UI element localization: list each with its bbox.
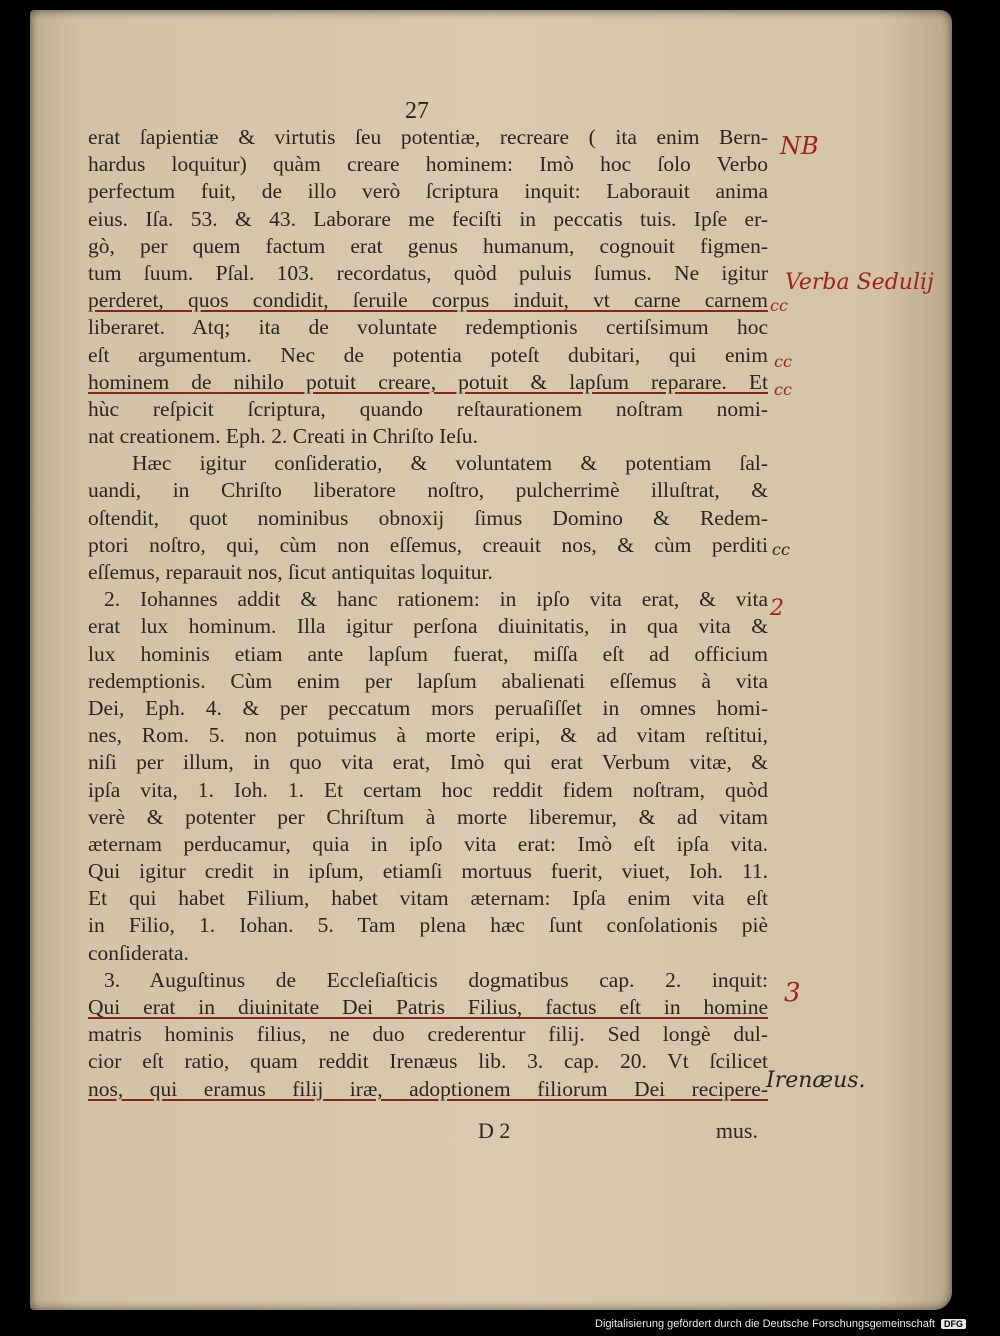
margin-note-nb: NB	[780, 132, 819, 160]
text-line: Dei, Eph. 4. & per peccatum mors peruaſiſſet in omnes homi-	[88, 695, 768, 720]
text-line: hardus loquitur) quàm creare hominem: Imò hoc ſolo Verbo	[88, 152, 768, 177]
text-line: perderet, quos condidit, ſeruile corpus induit, vt carne carnem	[88, 288, 768, 313]
margin-number-3: 3	[784, 978, 801, 1008]
text-line: ipſa vita, 1. Ioh. 1. Et certam hoc reddit fidem noſtram, quòd	[88, 777, 768, 802]
page-number: 27	[405, 98, 429, 124]
margin-mark: cc	[770, 296, 788, 315]
text-line: in Filio, 1. Iohan. 5. Tam plena hæc ſunt conſolationis piè	[88, 913, 768, 938]
credit-text: Digitalisierung gefördert durch die Deutsche Forschungsgemeinschaft	[595, 1318, 935, 1330]
text-line: eſſemus, reparauit nos, ſicut antiquitas loquitur.	[88, 560, 493, 584]
text-line: 2. Iohannes addit & hanc rationem: in ipſo vita erat, & vita	[104, 587, 768, 612]
text-line: nat creationem. Eph. 2. Creati in Chriſto Ieſu.	[88, 424, 478, 449]
text-line: nos, qui eramus filij iræ, adoptionem filiorum Dei recipere-	[88, 1076, 768, 1101]
text-line: eſt argumentum. Nec de potentia poteſt dubitari, qui enim	[88, 342, 768, 367]
digitization-credit	[595, 1318, 966, 1330]
dfg-logo: DFG	[941, 1319, 966, 1329]
text-line: æternam perducamur, quia in ipſo vita erat: Imò eſt ipſa vita.	[88, 831, 768, 856]
text-line: gò, per quem factum erat genus humanum, cognouit figmen-	[88, 233, 768, 258]
text-line: 3. Auguſtinus de Eccleſiaſticis dogmatibus cap. 2. inquit:	[104, 967, 768, 992]
text-line: lux hominis etiam ante lapſum fuerat, miſſa eſt ad officium	[88, 641, 768, 666]
text-line: Hæc igitur conſideratio, & voluntatem & potentiam ſal-	[132, 451, 768, 476]
text-line: liberaret. Atq; ita de voluntate redemptionis certiſsimum hoc	[88, 315, 768, 340]
text-line: nes, Rom. 5. non potuimus à morte eripi, & ad vitam reſtitui,	[88, 723, 768, 748]
text-line: erat lux hominum. Illa igitur perſona diuinitatis, in qua vita &	[88, 614, 768, 639]
text-line: tum ſuum. Pſal. 103. recordatus, quòd puluis ſumus. Ne igitur	[88, 260, 768, 285]
text-line: cior eſt ratio, quam reddit Irenæus lib. 3. cap. 20. Vt ſcilicet	[88, 1049, 768, 1074]
text-line: eius. Iſa. 53. & 43. Laborare me feciſti in peccatis tuis. Ipſe er-	[88, 206, 768, 231]
text-line: Qui erat in diuinitate Dei Patris Filius, factus eſt in homine	[88, 995, 768, 1019]
text-line: matris hominis filius, ne duo crederentur filij. Sed longè dul-	[88, 1022, 768, 1047]
margin-mark: cc	[772, 540, 790, 559]
text-line: Qui igitur credit in ipſum, etiamſi mortuus fuerit, viuet, Ioh. 11.	[88, 859, 768, 884]
margin-note-irenaeus: Irenæus.	[766, 1068, 866, 1093]
margin-mark: cc	[774, 352, 792, 371]
text-line: ptori noſtro, qui, cùm non eſſemus, creauit nos, & cùm perditi	[88, 532, 768, 557]
margin-mark: cc	[774, 380, 792, 399]
text-line: erat ſapientiæ & virtutis ſeu potentiæ, recreare ( ita enim Bern-	[88, 125, 768, 149]
text-line: Et qui habet Filium, habet vitam æternam: Ipſa enim vita eſt	[88, 886, 768, 911]
text-line: uandi, in Chriſto liberatore noſtro, pulcherrimè illuſtrat, &	[88, 478, 768, 503]
text-line: hominem de nihilo potuit creare, potuit & lapſum reparare. Et	[88, 369, 768, 394]
text-line: perfectum fuit, de illo verò ſcriptura inquit: Laborauit anima	[88, 179, 768, 204]
margin-note-verba-sedulij: Verba Sedulij	[785, 270, 934, 295]
text-line: conſiderata.	[88, 940, 189, 965]
body-text	[88, 124, 768, 1103]
text-line: verè & potenter per Chriſtum à morte liberemur, & ad vitam	[88, 804, 768, 829]
margin-number-2: 2	[770, 596, 784, 621]
text-line: oſtendit, quot nominibus obnoxij ſimus Domino & Redem-	[88, 505, 768, 530]
signature-mark: D 2	[478, 1118, 511, 1143]
text-line: hùc reſpicit ſcriptura, quando reſtaurationem noſtram nomi-	[88, 396, 768, 421]
catchword: mus.	[715, 1118, 758, 1143]
text-line: niſi per illum, in quo vita erat, Imò qui erat Verbum vitæ, &	[88, 750, 768, 775]
text-line: redemptionis. Cùm enim per lapſum abalienati eſſemus à vita	[88, 668, 768, 693]
